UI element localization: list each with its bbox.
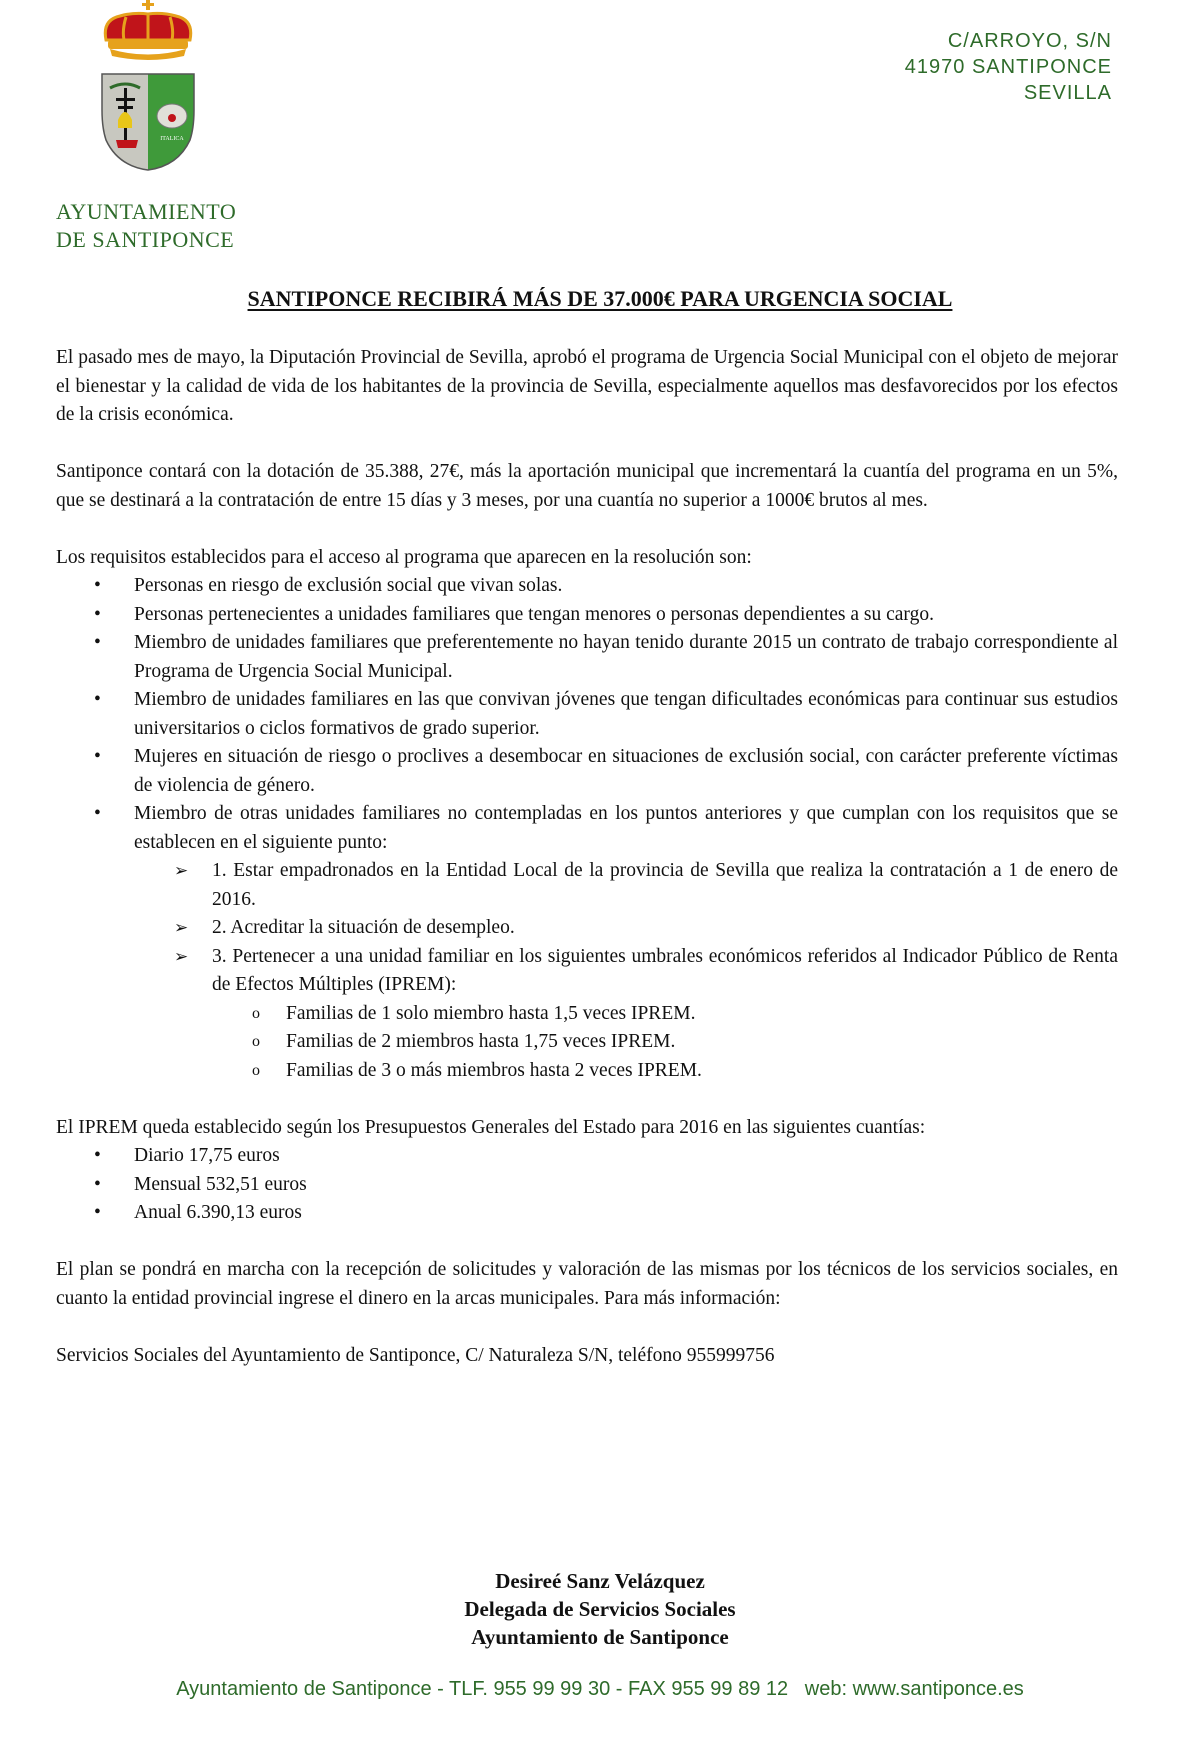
iprem-amounts-list	[56, 1142, 1118, 1228]
requirement-item: • Miembro de otras unidades familiares no contempladas en los puntos anteriores y que cumplan con los requisitos que se establecen en el siguiente punto: ➢ 1. Estar empadronados en la Entidad Local de la provincia de Sevilla que realiza la contratación a 1 de enero de 2016. ➢ 2. Acreditar la situación de desempleo. ➢ 3. Pertenecer a una unidad familiar en los siguientes umbrales económicos referidos al Indicador Público de Renta de Efectos Múltiples (IPREM): o Familias de 1 solo miembro hasta 1,5 veces IPREM. o Familias de 2 miembros hasta 1,75 veces IPREM. o Familias de 3 o más miembros hasta 2 veces IPREM.	[56, 800, 1118, 1085]
requirement-item: • Personas en riesgo de exclusión social que vivan solas.	[56, 572, 1118, 601]
address-street: C/ARROYO, S/N	[947, 30, 1112, 52]
bullet-icon: •	[94, 603, 101, 625]
org-line-1: AYUNTAMIENTO	[56, 199, 237, 224]
crown-icon	[105, 0, 190, 60]
sub-requirement-item: ➢ 1. Estar empadronados en la Entidad Local de la provincia de Sevilla que realiza la contratación a 1 de enero de 2016.	[134, 857, 1118, 914]
paragraph-iprem-intro: El IPREM queda establecido según los Presupuestos Generales del Estado para 2016 en las siguientes cuantías:	[56, 1116, 926, 1138]
bullet-icon: •	[94, 1145, 101, 1166]
iprem-amount-item: • Mensual 532,51 euros	[56, 1171, 1118, 1200]
bullet-icon: •	[94, 575, 101, 596]
signature-name: Desireé Sanz Velázquez	[495, 1569, 705, 1593]
threshold-item: o Familias de 1 solo miembro hasta 1,5 veces IPREM.	[212, 1000, 1118, 1029]
iprem-amount-item: • Anual 6.390,13 euros	[56, 1199, 1118, 1228]
paragraph-contact: Servicios Sociales del Ayuntamiento de Santiponce, C/ Naturaleza S/N, teléfono 955999756	[56, 1344, 775, 1366]
arrow-bullet-icon: ➢	[174, 918, 189, 937]
document-body	[56, 344, 1118, 1370]
requirements-list	[56, 572, 1118, 1085]
threshold-item: o Familias de 3 o más miembros hasta 2 veces IPREM.	[212, 1057, 1118, 1086]
requirement-item: • Personas pertenecientes a unidades familiares que tengan menores o personas dependientes a su cargo.	[56, 601, 1118, 630]
address-province: SEVILLA	[1023, 82, 1112, 104]
requirement-item: • Mujeres en situación de riesgo o proclives a desembocar en situaciones de exclusión social, con carácter preferente víctimas de violencia de género.	[56, 743, 1118, 800]
arrow-bullet-icon: ➢	[174, 946, 189, 966]
paragraph-requirements-intro: Los requisitos establecidos para el acceso al programa que aparecen en la resolución son:	[56, 546, 752, 568]
signature-role: Delegada de Servicios Sociales	[464, 1597, 736, 1621]
footer-contact: Ayuntamiento de Santiponce - TLF. 955 99 99 30 - FAX 955 99 89 12 web: www.santiponce.es	[176, 1678, 1024, 1700]
paragraph-funding: Santiponce contará con la dotación de 35.388, 27€, más la aportación municipal que incrementará la cuantía del programa en un 5%, que se destinará a la contratación de entre 15 días y 3 meses, por una cuantía no superior a 1000€ brutos al mes.	[56, 461, 1118, 511]
sub-requirement-item: ➢ 2. Acreditar la situación de desempleo.	[134, 914, 1118, 943]
org-line-2: DE SANTIPONCE	[56, 227, 235, 252]
requirement-item: • Miembro de unidades familiares en las que convivan jóvenes que tengan dificultades económicas para continuar sus estudios universitarios o ciclos formativos de grado superior.	[56, 686, 1118, 743]
requirement-item: • Miembro de unidades familiares que preferentemente no hayan tenido durante 2015 un contrato de trabajo correspondiente al Programa de Urgencia Social Municipal.	[56, 629, 1118, 686]
document-title: SANTIPONCE RECIBIRÁ MÁS DE 37.000€ PARA URGENCIA SOCIAL	[247, 286, 953, 311]
signature-block	[0, 1567, 1200, 1651]
iprem-amount-item: • Diario 17,75 euros	[56, 1142, 1118, 1171]
circle-bullet-icon: o	[252, 1004, 260, 1022]
threshold-item: o Familias de 2 miembros hasta 1,75 veces IPREM.	[212, 1028, 1118, 1057]
coat-of-arms-logo	[98, 0, 198, 178]
bullet-icon: •	[94, 1173, 101, 1195]
bullet-icon: •	[94, 803, 101, 824]
paragraph-intro: El pasado mes de mayo, la Diputación Provincial de Sevilla, aprobó el programa de Urgencia Social Municipal con el objeto de mejorar el bienestar y la calidad de vida de los habitantes de la provincia de Sevilla, especialmente aquellos mas desfavorecidos por los efectos de la crisis económica.	[56, 347, 1118, 425]
bullet-icon: •	[94, 632, 101, 653]
paragraph-plan: El plan se pondrá en marcha con la recepción de solicitudes y valoración de las mismas por los técnicos de los servicios sociales, en cuanto la entidad provincial ingrese el dinero en la arcas municipales. Para más información:	[56, 1259, 1118, 1309]
crest-label: ITALICA	[160, 136, 184, 142]
arrow-bullet-icon: ➢	[174, 861, 189, 880]
sub-requirement-item: ➢ 3. Pertenecer a una unidad familiar en los siguientes umbrales económicos referidos al Indicador Público de Renta de Efectos Múltiples (IPREM): o Familias de 1 solo miembro hasta 1,5 veces IPREM. o Familias de 2 miembros hasta 1,75 veces IPREM. o Familias de 3 o más miembros hasta 2 veces IPREM.	[134, 943, 1118, 1086]
bullet-icon: •	[94, 1202, 101, 1223]
address-postal-city: 41970 SANTIPONCE	[904, 56, 1112, 78]
sub-requirements-list	[134, 857, 1118, 1085]
circle-bullet-icon: o	[252, 1061, 260, 1079]
circle-bullet-icon: o	[252, 1033, 260, 1050]
bullet-icon: •	[94, 746, 101, 767]
thresholds-list	[212, 1000, 1118, 1086]
organization-name	[56, 198, 236, 254]
bullet-icon: •	[94, 689, 101, 710]
signature-organization: Ayuntamiento de Santiponce	[471, 1625, 729, 1649]
shield-icon	[102, 74, 194, 170]
address-block	[905, 28, 1112, 106]
